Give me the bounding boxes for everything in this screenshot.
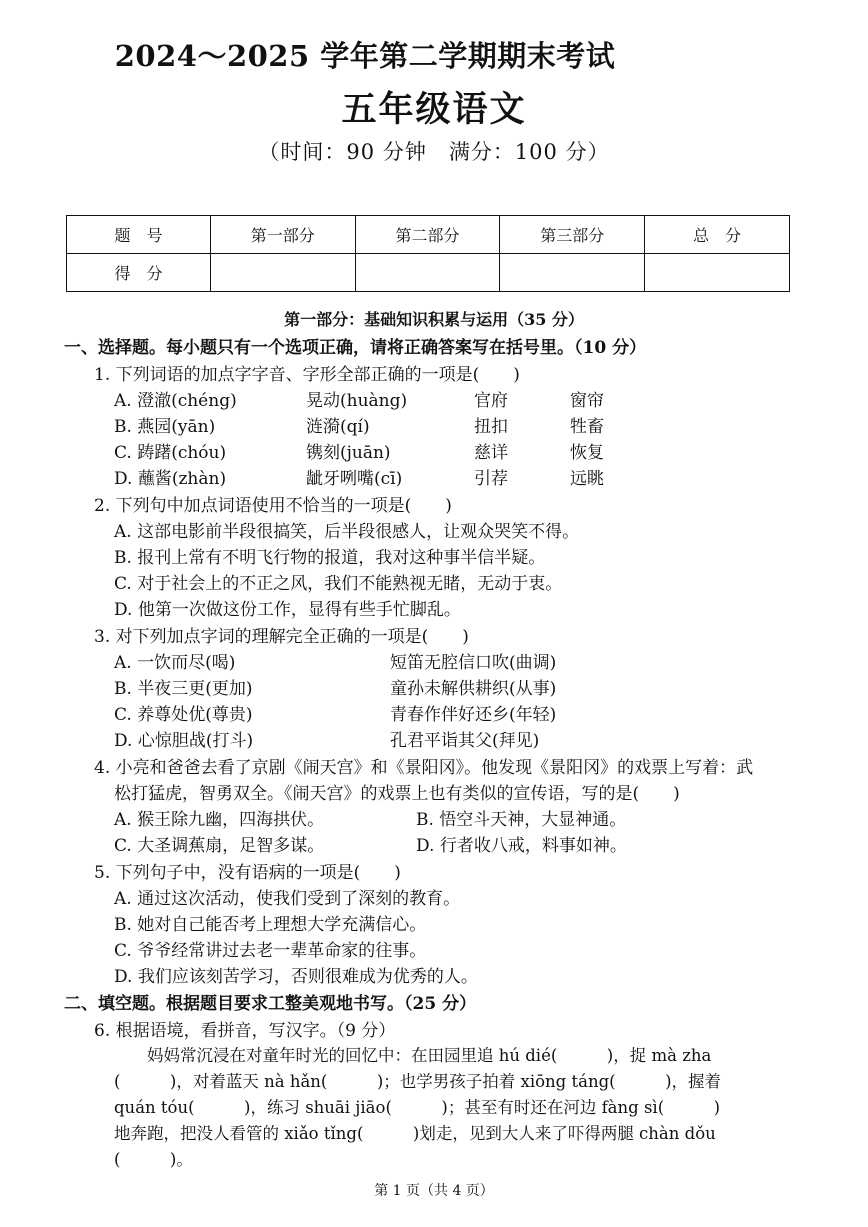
score-row-label: 得 分 [67, 254, 211, 292]
q1-option-b-3: 扭扣 [474, 417, 508, 437]
q6-line: ( )，对着蓝天 nà hǎn( )；也学男孩子拍着 xiōng táng( )，握着 [114, 1072, 722, 1091]
q2-option-a: A. 这部电影前半段很搞笑，后半段很感人，让观众哭笑不得。 [114, 522, 580, 542]
score-table-score-row [67, 254, 790, 292]
q2-option-b: B. 报刊上常有不明飞行物的报道，我对这种事半信半疑。 [114, 548, 546, 568]
q3-option-d-2: 孔君平诣其父(拜见) [390, 731, 540, 751]
q1-option-d-1: D. 蘸酱(zhàn) [114, 469, 227, 489]
q6-line: quán tóu( )，练习 shuāi jiāo( )；甚至有时还在河边 fàng sì( ) [114, 1098, 721, 1117]
q1-option-c-4: 恢复 [570, 443, 604, 463]
q3-stem: 3. 对下列加点字词的理解完全正确的一项是( ) [94, 627, 469, 647]
q5-option-a: A. 通过这次活动，使我们受到了深刻的教育。 [114, 889, 461, 909]
q6-line: 妈妈常沉浸在对童年时光的回忆中：在田园里追 hú dié( )，捉 mà zha [114, 1046, 712, 1065]
score-header-cell: 第三部分 [500, 216, 645, 254]
q1-option-c-1: C. 踌躇(chóu) [114, 443, 227, 463]
q5-option-d: D. 我们应该刻苦学习，否则很难成为优秀的人。 [114, 967, 478, 987]
q5-option-b: B. 她对自己能否考上理想大学充满信心。 [114, 915, 427, 935]
subject-title: 五年级语文 [341, 89, 527, 130]
q1-stem: 1. 下列词语的加点字字音、字形全部正确的一项是( ) [94, 365, 520, 385]
q1-option-b-2: 涟漪(qí) [306, 417, 370, 437]
score-cell-part3[interactable] [500, 254, 645, 292]
q4-stem-line1: 4. 小亮和爸爸去看了京剧《闹天宫》和《景阳冈》。他发现《景阳冈》的戏票上写着：武 [94, 758, 754, 778]
q1-option-b-1: B. 燕园(yān) [114, 417, 216, 437]
q3-option-c-2: 青春作伴好还乡(年轻) [390, 705, 557, 725]
score-cell-part2[interactable] [355, 254, 500, 292]
q1-option-a-4: 窗帘 [570, 391, 604, 411]
score-header-cell: 题 号 [67, 216, 211, 254]
q6-line: 地奔跑，把没人看管的 xiǎo tǐng( )划走，见到大人来了吓得两腿 chàn dǒu [114, 1124, 716, 1143]
q3-option-d-1: D. 心惊胆战(打斗) [114, 731, 254, 751]
q4-option-d: D. 行者收八戒，料事如神。 [416, 836, 627, 856]
time-info: （时间：90 分钟 满分：100 分） [258, 140, 610, 164]
q2-option-d: D. 他第一次做这份工作，显得有些手忙脚乱。 [114, 600, 461, 620]
q6-stem: 6. 根据语境，看拼音，写汉字。（9 分） [94, 1021, 396, 1041]
q1-option-c-2: 镌刻(juān) [306, 443, 391, 463]
page-footer: 第 1 页（共 4 页） [374, 1183, 494, 1199]
score-table-header-row [67, 216, 790, 254]
score-header-cell: 第一部分 [210, 216, 355, 254]
q4-option-c: C. 大圣调蕉扇，足智多谋。 [114, 836, 325, 856]
q3-option-c-1: C. 养尊处优(尊贵) [114, 705, 253, 725]
score-header-cell: 总 分 [645, 216, 790, 254]
q4-stem-line2: 松打猛虎，智勇双全。《闹天宫》的戏票上也有类似的宣传语，写的是( ) [114, 784, 680, 804]
part1-heading: 第一部分：基础知识积累与运用（35 分） [284, 310, 584, 329]
q3-option-a-1: A. 一饮而尽(喝) [114, 653, 236, 673]
score-cell-total[interactable] [645, 254, 790, 292]
q1-option-a-3: 官府 [474, 391, 508, 411]
q5-option-c: C. 爷爷经常讲过去老一辈革命家的往事。 [114, 941, 427, 961]
section2-heading: 二、填空题。根据题目要求工整美观地书写。（25 分） [64, 994, 477, 1014]
score-cell-part1[interactable] [210, 254, 355, 292]
q4-option-a: A. 猴王除九幽，四海拱伏。 [114, 810, 325, 830]
q2-option-c: C. 对于社会上的不正之风，我们不能熟视无睹，无动于衷。 [114, 574, 563, 594]
q1-option-c-3: 慈详 [474, 443, 508, 463]
q5-stem: 5. 下列句子中，没有语病的一项是( ) [94, 863, 401, 883]
q2-stem: 2. 下列句中加点词语使用不恰当的一项是( ) [94, 496, 452, 516]
q1-option-b-4: 牲畜 [570, 417, 604, 437]
exam-title: 2024～2025 学年第二学期期末考试 [114, 39, 616, 73]
q4-option-b: B. 悟空斗天神，大显神通。 [416, 810, 627, 830]
q1-option-d-2: 龇牙咧嘴(cī) [306, 469, 403, 489]
q1-option-a-2: 晃动(huàng) [306, 391, 408, 411]
section1-heading: 一、选择题。每小题只有一个选项正确，请将正确答案写在括号里。（10 分） [64, 338, 647, 358]
q3-option-a-2: 短笛无腔信口吹(曲调) [390, 653, 557, 673]
score-table [66, 215, 790, 292]
score-header-cell: 第二部分 [355, 216, 500, 254]
q3-option-b-1: B. 半夜三更(更加) [114, 679, 253, 699]
q1-option-d-3: 引荐 [474, 469, 508, 489]
q1-option-a-1: A. 澄澈(chéng) [114, 391, 237, 411]
q1-option-d-4: 远眺 [570, 469, 604, 489]
q3-option-b-2: 童孙未解供耕织(从事) [390, 679, 557, 699]
q6-line: ( )。 [114, 1150, 193, 1169]
